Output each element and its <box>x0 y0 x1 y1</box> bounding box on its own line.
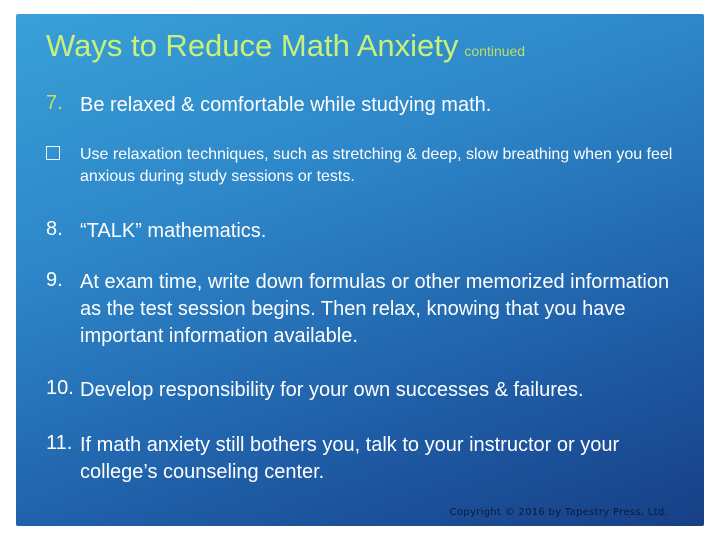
item-number: 10. <box>46 377 74 399</box>
item-number: 11. <box>46 432 73 454</box>
item-number: 7. <box>46 92 63 114</box>
title-suffix: continued <box>464 43 526 59</box>
title-text: Ways to Reduce Math Anxiety <box>46 28 459 63</box>
item-text: Be relaxed & comfortable while studying math. <box>80 94 492 116</box>
item-number: 9. <box>46 269 63 291</box>
slide <box>16 14 704 526</box>
item-text: Use relaxation techniques, such as stretching & deep, slow breathing when you feel anxious during study sessions or tests. <box>80 146 673 185</box>
item-number: 8. <box>46 218 63 240</box>
item-text: At exam time, write down formulas or other memorized information as the test session begins. Then relax, knowing that you have important information available. <box>80 271 670 347</box>
item-text: If math anxiety still bothers you, talk to your instructor or your college’s counseling center. <box>80 434 620 483</box>
item-text: Develop responsibility for your own successes & failures. <box>80 379 584 401</box>
slide-title <box>46 28 525 64</box>
copyright-notice: Copyright © 2016 by Tapestry Press, Ltd. <box>449 507 668 518</box>
item-text: “TALK” mathematics. <box>80 220 267 242</box>
checkbox-icon <box>46 146 60 160</box>
